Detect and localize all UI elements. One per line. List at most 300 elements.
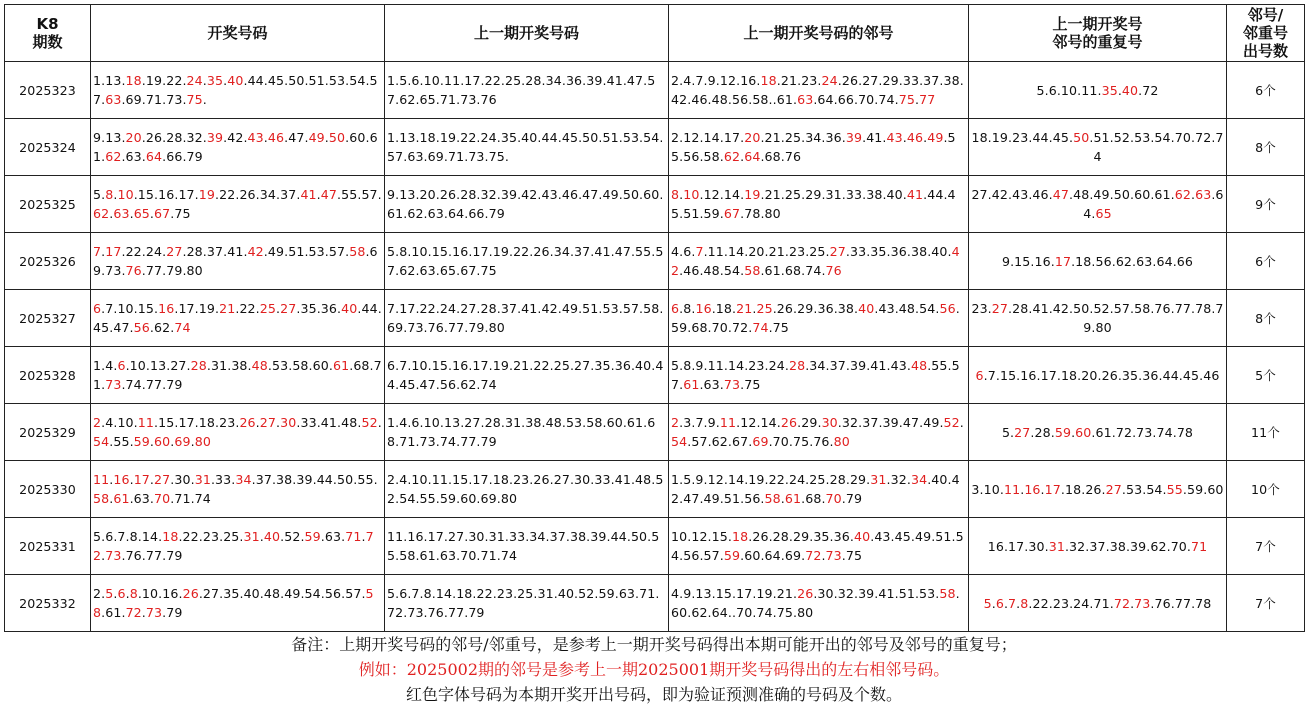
- number-text: 2.4.10.11.15.17.18.23.26.27.30.33.41.48.52.54.55.59.60.69.80: [387, 472, 664, 506]
- number-text: 5.8.10.15.16.17.19.22.26.34.37.41.47.55.57.62.63.65.67.75: [387, 244, 664, 278]
- number-text: .63.: [699, 377, 724, 392]
- number-text: .: [170, 434, 175, 449]
- draw-numbers-cell: [91, 575, 385, 632]
- prev-numbers-cell: [385, 290, 669, 347]
- number-text: .62.: [149, 320, 175, 335]
- number-text: .59.60: [1182, 481, 1224, 497]
- hit-number: 56: [939, 301, 956, 316]
- adjacent-numbers-cell: [669, 347, 969, 404]
- hit-number: 54: [93, 434, 110, 449]
- number-text: .75: [841, 548, 863, 563]
- period-cell: 2025332: [5, 575, 91, 632]
- number-text: .: [316, 187, 321, 202]
- count-cell: 8个: [1227, 290, 1305, 347]
- number-text: .26.27.29.33.37.38.42.46.48.56.58..61.: [671, 73, 964, 107]
- hit-number: 59: [723, 548, 741, 563]
- number-text: .19.22.: [141, 73, 187, 88]
- hit-number: 64: [744, 149, 761, 164]
- adjacent-repeat-cell: [969, 518, 1227, 575]
- hit-number: 71: [1191, 538, 1208, 554]
- hit-number: 6: [117, 358, 126, 373]
- number-text: .22.23.25.: [178, 529, 244, 544]
- number-text: .29.: [797, 415, 822, 430]
- hit-number: 58: [349, 244, 366, 259]
- number-text: .68.: [801, 491, 826, 506]
- hit-number: 63: [113, 206, 130, 221]
- number-text: .7.15.16.17.18.20.26.35.36.44.45.46: [983, 367, 1220, 383]
- hit-number: 70: [154, 491, 171, 506]
- prev-numbers-cell: [385, 461, 669, 518]
- number-text: .: [1003, 595, 1009, 611]
- number-text: 5.6.7.8.14.18.22.23.25.31.40.52.59.63.71.72.73.76.77.79: [387, 586, 660, 620]
- number-text: .55.57.: [337, 187, 382, 202]
- hit-number: 50: [328, 130, 346, 145]
- hit-number: 20: [744, 130, 761, 145]
- hit-number: 76: [825, 263, 842, 278]
- number-text: .52.: [280, 529, 305, 544]
- hit-number: 30: [821, 415, 838, 430]
- hit-number: 75: [186, 92, 203, 107]
- number-text: .: [1117, 82, 1122, 98]
- hit-number: 8: [105, 187, 114, 202]
- prev-numbers-cell: [385, 119, 669, 176]
- number-text: 1.5.6.10.11.17.22.25.28.34.36.39.41.47.57.62.65.71.73.76: [387, 73, 656, 107]
- number-text: .7.10.15.: [101, 301, 159, 316]
- number-text: .51.52.53.54.70.72.74: [1089, 130, 1224, 164]
- number-text: .46.48.54.: [679, 263, 745, 278]
- table-row: [5, 119, 1305, 176]
- hit-number: 31: [870, 472, 887, 487]
- adjacent-repeat-cell: [969, 404, 1227, 461]
- number-text: .: [679, 187, 684, 202]
- draw-numbers-cell: [91, 461, 385, 518]
- number-text: 1.5.9.12.14.19.22.24.25.28.29.: [671, 472, 871, 487]
- number-text: .: [1016, 595, 1021, 611]
- number-text: .27.35.40.48.49.54.56.57.: [198, 586, 366, 601]
- number-text: .: [190, 434, 195, 449]
- number-text: .61.: [101, 605, 126, 620]
- hit-number: 6: [975, 367, 984, 383]
- number-text: .: [361, 529, 366, 544]
- number-text: .64.66.70.74.: [813, 92, 899, 107]
- hit-number: 72: [125, 605, 142, 620]
- hit-number: 65: [1095, 206, 1112, 221]
- hit-number: 77: [919, 92, 936, 107]
- number-text: 10.12.15.: [671, 529, 732, 544]
- number-text: .: [902, 130, 907, 145]
- note-line-2: 例如：2025002期的邻号是参考上一期2025001期开奖号码得出的左右相邻号码。: [358, 660, 950, 679]
- table-row: [5, 290, 1305, 347]
- number-text: 18.19.23.44.45.: [971, 130, 1074, 145]
- number-text: .28.37.41.: [182, 244, 248, 259]
- number-text: .60.64.69.: [740, 548, 806, 563]
- number-text: .43.48.54.: [874, 301, 940, 316]
- period-cell: 2025327: [5, 290, 91, 347]
- hit-number: 28: [190, 358, 207, 373]
- number-text: .11.14.20.21.23.25.: [703, 244, 830, 259]
- number-text: .75: [768, 320, 789, 335]
- number-text: .33.35.36.38.40.: [845, 244, 952, 259]
- draw-numbers-cell: [91, 176, 385, 233]
- hit-number: 52: [361, 415, 378, 430]
- hit-number: 46: [906, 130, 924, 145]
- number-text: 5.: [93, 187, 106, 202]
- number-text: 2.: [93, 586, 106, 601]
- hit-number: 11: [719, 415, 737, 430]
- hit-number: 31: [1048, 538, 1065, 554]
- hit-number: 74: [752, 320, 769, 335]
- hit-number: 18: [732, 529, 749, 544]
- hit-number: 72: [1113, 595, 1131, 611]
- hit-number: 67: [723, 206, 741, 221]
- hit-number: 16: [695, 301, 712, 316]
- hit-number: 18: [760, 73, 777, 88]
- adjacent-numbers-cell: [669, 62, 969, 119]
- number-text: .68.71.: [93, 358, 382, 392]
- number-text: .26.28.32.: [141, 130, 207, 145]
- hit-number: 48: [251, 358, 268, 373]
- hit-number: 11: [137, 415, 155, 430]
- hit-number: 62: [1174, 187, 1191, 202]
- table-row: [5, 176, 1305, 233]
- hit-number: 31: [243, 529, 260, 544]
- hit-number: 17: [133, 472, 150, 487]
- number-text: .44.45.51.59.: [671, 187, 956, 221]
- number-text: .: [377, 415, 382, 430]
- hit-number: 24: [186, 73, 203, 88]
- adjacent-numbers-cell: [669, 404, 969, 461]
- header-count: 邻号/ 邻重号 出号数: [1227, 5, 1305, 62]
- number-text: .47.: [284, 130, 309, 145]
- header-prev-adj-rep: 上一期开奖号 邻号的重复号: [969, 5, 1227, 62]
- prev-numbers-cell: [385, 176, 669, 233]
- number-text: .: [959, 415, 964, 430]
- hit-number: 60: [1075, 424, 1092, 440]
- hit-number: 40: [227, 73, 244, 88]
- number-text: .: [129, 206, 134, 221]
- hit-number: 27: [1014, 424, 1031, 440]
- hit-number: 17: [1044, 481, 1061, 497]
- table-row: [5, 518, 1305, 575]
- number-text: .: [125, 586, 130, 601]
- number-text: .: [129, 472, 134, 487]
- number-text: .: [740, 149, 745, 164]
- hit-number: 27: [829, 244, 846, 259]
- number-text: .34.37.39.41.43.: [805, 358, 911, 373]
- number-text: .: [259, 529, 264, 544]
- adjacent-numbers-cell: [669, 575, 969, 632]
- hit-number: 69: [752, 434, 769, 449]
- adjacent-numbers-cell: [669, 176, 969, 233]
- number-text: .43.45.49.51.54.56.57.: [671, 529, 964, 563]
- number-text: 9.13.: [93, 130, 126, 145]
- hit-number: 7: [695, 244, 704, 259]
- number-text: 27.42.43.46.: [971, 187, 1053, 202]
- period-cell: 2025323: [5, 62, 91, 119]
- hit-number: 63: [1195, 187, 1212, 202]
- hit-number: 58: [93, 586, 374, 620]
- number-text: .: [141, 605, 146, 620]
- number-text: 2.4.7.9.12.16.: [671, 73, 761, 88]
- hit-number: 49: [308, 130, 325, 145]
- hit-number: 35: [1101, 82, 1118, 98]
- number-text: .: [752, 301, 757, 316]
- prev-numbers-cell: [385, 518, 669, 575]
- hit-number: 6: [117, 586, 126, 601]
- number-text: .: [202, 92, 207, 107]
- number-text: 5.8.9.11.14.23.24.: [671, 358, 789, 373]
- number-text: .: [263, 130, 268, 145]
- hit-number: 72: [805, 548, 822, 563]
- hit-number: 21: [219, 301, 236, 316]
- hit-number: 47: [1052, 187, 1069, 202]
- hit-number: 40: [263, 529, 281, 544]
- number-text: .32.: [886, 472, 911, 487]
- number-text: .12.14.: [736, 415, 781, 430]
- number-text: .78.80: [740, 206, 781, 221]
- number-text: .31.38.: [206, 358, 252, 373]
- number-text: .66.79: [162, 149, 203, 164]
- hit-number: 40: [858, 301, 875, 316]
- table-row: [5, 404, 1305, 461]
- number-text: .: [149, 206, 155, 221]
- hit-number: 39: [845, 130, 863, 145]
- period-cell: 2025326: [5, 233, 91, 290]
- hit-number: 42: [247, 244, 264, 259]
- draw-numbers-cell: [91, 404, 385, 461]
- table-row: [5, 347, 1305, 404]
- adjacent-numbers-cell: [669, 518, 969, 575]
- hit-number: 70: [825, 491, 842, 506]
- hit-number: 30: [280, 415, 297, 430]
- prev-numbers-cell: [385, 575, 669, 632]
- hit-number: 16: [113, 472, 130, 487]
- number-text: .69.71.73.: [121, 92, 187, 107]
- hit-number: 27: [154, 472, 171, 487]
- number-text: .44.45.47.: [93, 301, 382, 335]
- number-text: .17.19.: [174, 301, 220, 316]
- number-text: .61.68.74.: [760, 263, 826, 278]
- number-text: .79: [162, 605, 183, 620]
- number-text: .37.38.39.44.50.55.: [251, 472, 378, 487]
- number-text: 3.10.: [971, 481, 1004, 497]
- number-text: .60.61.: [93, 130, 378, 164]
- hit-number: 16: [1024, 481, 1041, 497]
- hit-number: 34: [235, 472, 252, 487]
- draw-numbers-cell: [91, 347, 385, 404]
- number-text: .26.28.29.35.36.: [748, 529, 854, 544]
- number-text: .3.7.9.: [679, 415, 720, 430]
- table-row: [5, 62, 1305, 119]
- number-text: 1.4.6.10.13.27.28.31.38.48.53.58.60.61.68.71.73.74.77.79: [387, 415, 656, 449]
- number-text: .26.29.36.38.: [772, 301, 859, 316]
- adjacent-repeat-cell: [969, 62, 1227, 119]
- hit-number: 35: [206, 73, 224, 88]
- hit-number: 59: [1054, 424, 1072, 440]
- note-line-1: 备注：上期开奖号码的邻号/邻重号，是参考上一期开奖号码得出本期可能开出的邻号及邻号的重复号；: [291, 635, 1017, 654]
- count-cell: 10个: [1227, 461, 1305, 518]
- hit-number: 41: [300, 187, 317, 202]
- footnote: [4, 632, 1304, 707]
- hit-number: 65: [133, 206, 150, 221]
- hit-number: 19: [744, 187, 761, 202]
- number-text: .: [780, 491, 785, 506]
- number-text: .69.73.: [93, 244, 378, 278]
- header-prev-adj: 上一期开奖号码的邻号: [669, 5, 969, 62]
- hit-number: 62: [723, 149, 741, 164]
- count-cell: 5个: [1227, 347, 1305, 404]
- number-text: 23.: [971, 301, 992, 316]
- number-text: .22.23.24.71.: [1028, 595, 1114, 611]
- prev-numbers-cell: [385, 347, 669, 404]
- adjacent-numbers-cell: [669, 290, 969, 347]
- number-text: .28.41.42.50.52.57.58.76.77.78.79.80: [1008, 301, 1224, 335]
- hit-number: 62: [105, 149, 122, 164]
- hit-number: 49: [927, 130, 944, 145]
- hit-number: 27: [166, 244, 183, 259]
- count-cell: 6个: [1227, 233, 1305, 290]
- hit-number: 73: [723, 377, 741, 392]
- number-text: 11.16.17.27.30.31.33.34.37.38.39.44.50.55.58.61.63.70.71.74: [387, 529, 660, 563]
- table-row: [5, 575, 1305, 632]
- number-text: .18.: [711, 301, 737, 316]
- number-text: .30.32.39.41.51.53.: [813, 586, 940, 601]
- hit-number: 26: [780, 415, 798, 430]
- number-text: 5.6.7.8.14.: [93, 529, 163, 544]
- hit-number: 27: [259, 415, 277, 430]
- number-text: 1.13.18.19.22.24.35.40.44.45.50.51.53.54.57.63.69.71.73.75.: [387, 130, 664, 164]
- hit-number: 76: [125, 263, 142, 278]
- number-text: .63.: [320, 529, 346, 544]
- number-text: .: [109, 472, 114, 487]
- number-text: .79: [841, 491, 863, 506]
- adjacent-numbers-cell: [669, 233, 969, 290]
- number-text: .10.16.: [137, 586, 183, 601]
- count-cell: 6个: [1227, 62, 1305, 119]
- number-text: .74.77.79: [121, 377, 183, 392]
- hit-number: 8: [129, 586, 138, 601]
- number-text: 9.15.16.: [1001, 253, 1055, 269]
- number-text: .: [101, 244, 106, 259]
- table-row: [5, 461, 1305, 518]
- hit-number: 73: [145, 605, 163, 620]
- number-text: .: [276, 415, 281, 430]
- number-text: 4.9.13.15.17.19.21.: [671, 586, 798, 601]
- number-text: .: [109, 206, 114, 221]
- hit-number: 28: [788, 358, 806, 373]
- hit-number: 61: [113, 491, 130, 506]
- count-cell: 9个: [1227, 176, 1305, 233]
- number-text: 5.: [1001, 424, 1015, 440]
- adjacent-repeat-cell: [969, 347, 1227, 404]
- number-text: .55.: [109, 434, 134, 449]
- number-text: .: [1130, 595, 1135, 611]
- hit-number: 25: [756, 301, 773, 316]
- number-text: .22.24.: [121, 244, 167, 259]
- hit-number: 21: [736, 301, 753, 316]
- number-text: .21.25.29.31.33.38.40.: [760, 187, 907, 202]
- number-text: .77.79.80: [141, 263, 203, 278]
- number-text: .55.56.58.: [671, 130, 956, 164]
- number-text: .33.: [210, 472, 236, 487]
- number-text: .18.56.62.63.64.66: [1071, 253, 1194, 269]
- number-text: .33.41.48.: [296, 415, 362, 430]
- number-text: .: [255, 415, 260, 430]
- draw-numbers-cell: [91, 518, 385, 575]
- hit-number: 27: [1105, 481, 1122, 497]
- number-text: .: [113, 586, 118, 601]
- number-text: 5.6.10.11.: [1036, 82, 1102, 98]
- header-prev: 上一期开奖号码: [385, 5, 669, 62]
- period-cell: 2025330: [5, 461, 91, 518]
- hit-number: 63: [797, 92, 814, 107]
- count-cell: 7个: [1227, 518, 1305, 575]
- number-text: 1.4.: [93, 358, 118, 373]
- hit-number: 24: [821, 73, 838, 88]
- hit-number: 27: [280, 301, 297, 316]
- number-text: .22.: [235, 301, 260, 316]
- number-text: .: [1040, 481, 1045, 497]
- number-text: .: [991, 595, 996, 611]
- hit-number: 26: [797, 586, 814, 601]
- number-text: .4.10.: [101, 415, 138, 430]
- hit-number: 16: [158, 301, 175, 316]
- count-cell: 11个: [1227, 404, 1305, 461]
- number-text: .8.: [679, 301, 696, 316]
- hit-number: 6: [995, 595, 1004, 611]
- number-text: .30.: [170, 472, 195, 487]
- hit-number: 56: [133, 320, 150, 335]
- number-text: .42.: [223, 130, 248, 145]
- period-cell: 2025324: [5, 119, 91, 176]
- hit-number: 18: [125, 73, 142, 88]
- table-row: [5, 233, 1305, 290]
- hit-number: 48: [910, 358, 928, 373]
- adjacent-repeat-cell: [969, 290, 1227, 347]
- hit-number: 8: [1020, 595, 1029, 611]
- hit-number: 73: [825, 548, 842, 563]
- number-text: .: [821, 548, 826, 563]
- hit-number: 25: [259, 301, 277, 316]
- lottery-table: [4, 4, 1305, 632]
- number-text: 4.6.: [671, 244, 696, 259]
- number-text: .75: [170, 206, 191, 221]
- number-text: .63.: [129, 491, 155, 506]
- number-text: .41.: [862, 130, 887, 145]
- number-text: .40.42.47.49.51.56.: [671, 472, 960, 506]
- number-text: .21.25.34.36.: [760, 130, 846, 145]
- number-text: .: [113, 187, 118, 202]
- hit-number: 26: [182, 586, 199, 601]
- number-text: 16.17.30.: [987, 538, 1049, 554]
- number-text: .21.23.: [776, 73, 822, 88]
- period-cell: 2025331: [5, 518, 91, 575]
- number-text: 9.13.20.26.28.32.39.42.43.46.47.49.50.60.61.62.63.64.66.79: [387, 187, 664, 221]
- hit-number: 50: [1073, 130, 1090, 145]
- hit-number: 6: [93, 301, 102, 316]
- hit-number: 69: [174, 434, 191, 449]
- number-text: .71.74: [170, 491, 211, 506]
- adjacent-repeat-cell: [969, 233, 1227, 290]
- count-cell: 8个: [1227, 119, 1305, 176]
- hit-number: 8: [671, 187, 680, 202]
- period-cell: 2025329: [5, 404, 91, 461]
- hit-number: 10: [117, 187, 134, 202]
- note-line-3: 红色字体号码为本期开奖开出号码，即为验证预测准确的号码及个数。: [405, 685, 902, 704]
- number-text: 2.12.14.17.: [671, 130, 745, 145]
- hit-number: 63: [105, 92, 122, 107]
- hit-number: 73: [1134, 595, 1151, 611]
